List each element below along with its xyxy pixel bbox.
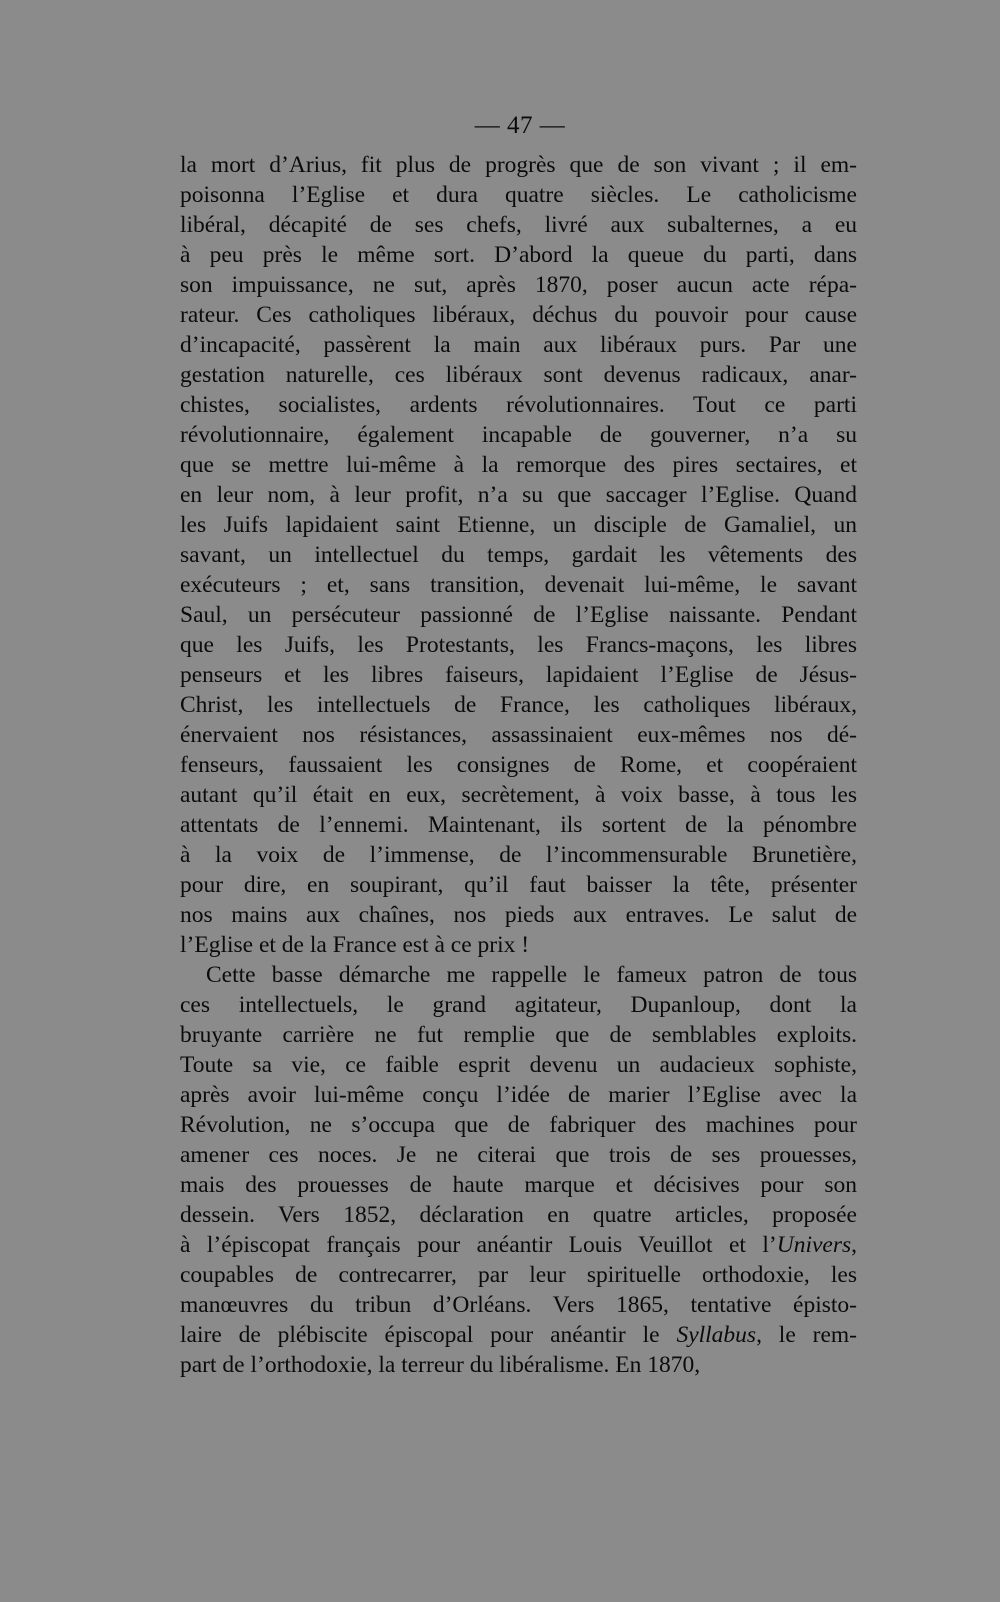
text-line: à l’épiscopat français pour anéantir Louis Veuillot et l’Univers,: [180, 1232, 857, 1258]
italic-title: Syllabus: [676, 1322, 757, 1348]
page-number: — 47 —: [474, 112, 566, 139]
italic-title: Univers: [776, 1232, 852, 1258]
text-line: la mort d’Arius, fit plus de progrès que de son vivant ; il em-: [180, 152, 857, 178]
body-text: [180, 150, 857, 1380]
text-line: Toute sa vie, ce faible esprit devenu un audacieux sophiste,: [180, 1052, 857, 1078]
text-line: bruyante carrière ne fut remplie que de semblables exploits.: [180, 1022, 857, 1048]
text-line: ces intellectuels, le grand agitateur, Dupanloup, dont la: [180, 992, 857, 1018]
text-line: d’incapacité, passèrent la main aux libéraux purs. Par une: [180, 332, 857, 358]
text-line: que les Juifs, les Protestants, les Francs-maçons, les libres: [180, 632, 857, 658]
text-line: l’Eglise et de la France est à ce prix !: [180, 932, 530, 958]
text-line: chistes, socialistes, ardents révolutionnaires. Tout ce parti: [180, 392, 857, 418]
text-line: laire de plébiscite épiscopal pour anéantir le Syllabus, le rem-: [180, 1322, 857, 1348]
text-line: après avoir lui-même conçu l’idée de marier l’Eglise avec la: [180, 1082, 857, 1108]
text-line: savant, un intellectuel du temps, gardait les vêtements des: [180, 542, 857, 568]
text-line: exécuteurs ; et, sans transition, devenait lui-même, le savant: [180, 572, 857, 598]
text-line: penseurs et les libres faiseurs, lapidaient l’Eglise de Jésus-: [180, 662, 857, 688]
text-line: libéral, décapité de ses chefs, livré aux subalternes, a eu: [180, 212, 857, 238]
text-line: énervaient nos résistances, assassinaient eux-mêmes nos dé-: [180, 722, 857, 748]
text-line: Christ, les intellectuels de France, les catholiques libéraux,: [180, 692, 857, 718]
text-line: fenseurs, faussaient les consignes de Rome, et coopéraient: [180, 752, 857, 778]
text-line: amener ces noces. Je ne citerai que trois de ses prouesses,: [180, 1142, 857, 1168]
text-line: gestation naturelle, ces libéraux sont devenus radicaux, anar-: [180, 362, 857, 388]
text-line: que se mettre lui-même à la remorque des pires sectaires, et: [180, 452, 857, 478]
paragraph-1: [180, 150, 857, 960]
text-line: les Juifs lapidaient saint Etienne, un disciple de Gamaliel, un: [180, 512, 857, 538]
text-line: pour dire, en soupirant, qu’il faut baisser la tête, présenter: [180, 872, 857, 898]
text-line: coupables de contrecarrer, par leur spirituelle orthodoxie, les: [180, 1262, 857, 1288]
text-line: poisonna l’Eglise et dura quatre siècles. Le catholicisme: [180, 182, 857, 208]
text-line: part de l’orthodoxie, la terreur du libéralisme. En 1870,: [180, 1352, 701, 1378]
text-line: Cette basse démarche me rappelle le fameux patron de tous: [206, 962, 857, 988]
text-line: à la voix de l’immense, de l’incommensurable Brunetière,: [180, 842, 857, 868]
text-line: Saul, un persécuteur passionné de l’Eglise naissante. Pendant: [180, 602, 857, 628]
text-line: autant qu’il était en eux, secrètement, à voix basse, à tous les: [180, 782, 857, 808]
text-line: rateur. Ces catholiques libéraux, déchus du pouvoir pour cause: [180, 302, 857, 328]
text-line: manœuvres du tribun d’Orléans. Vers 1865, tentative épisto-: [180, 1292, 857, 1318]
text-line: son impuissance, ne sut, après 1870, poser aucun acte répa-: [180, 272, 857, 298]
text-line: Révolution, ne s’occupa que de fabriquer des machines pour: [180, 1112, 857, 1138]
text-line: mais des prouesses de haute marque et décisives pour son: [180, 1172, 857, 1198]
text-line: dessein. Vers 1852, déclaration en quatre articles, proposée: [180, 1202, 857, 1228]
text-line: nos mains aux chaînes, nos pieds aux entraves. Le salut de: [180, 902, 857, 928]
paragraph-2: [180, 960, 857, 1380]
text-line: révolutionnaire, également incapable de gouverner, n’a su: [180, 422, 857, 448]
text-line: à peu près le même sort. D’abord la queue du parti, dans: [180, 242, 857, 268]
text-line: attentats de l’ennemi. Maintenant, ils sortent de la pénombre: [180, 812, 857, 838]
text-line: en leur nom, à leur profit, n’a su que saccager l’Eglise. Quand: [180, 482, 857, 508]
